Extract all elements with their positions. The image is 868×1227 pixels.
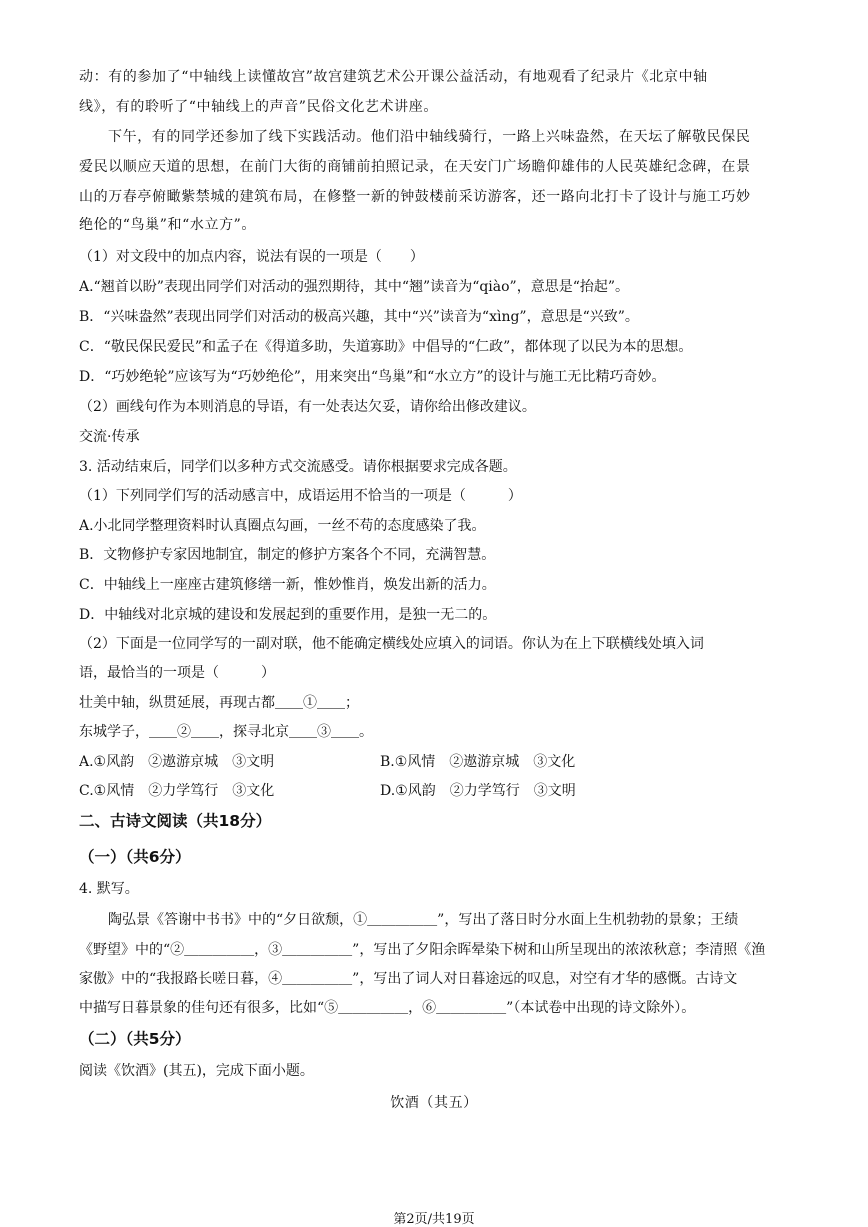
q3-part2-stem-line2: 语，最恰当的一项是（ ） xyxy=(79,665,275,681)
q3-choice-b: B.①风情 ②遨游京城 ③文化 xyxy=(380,754,576,770)
q2-part1-stem: （1）对文段中的加点内容，说法有误的一项是（ ） xyxy=(79,249,424,265)
q3-option-d: D．中轴线对北京城的建设和发展起到的重要作用，是独一无二的。 xyxy=(79,607,497,623)
q4-stem: 4. 默写。 xyxy=(79,881,139,897)
section-2-heading: 二、古诗文阅读（共18分） xyxy=(79,812,272,830)
intro-line-6: 绝伦的“鸟巢”和“水立方”。 xyxy=(79,217,257,233)
q3-stem: 3. 活动结束后，同学们以多种方式交流感受。请你根据要求完成各题。 xyxy=(79,459,517,475)
q2-part2-stem: （2）画线句作为本则消息的导语，有一处表达欠妥，请你给出修改建议。 xyxy=(79,399,536,415)
subsection-1-heading: （一）（共6分） xyxy=(79,848,191,866)
q4-line-1: 陶弘景《答谢中书书》中的“夕日欲颓，①＿＿＿＿＿”，写出了落日时分水面上生机勃勃的景象；王绩 xyxy=(108,912,739,928)
intro-line-1: 动：有的参加了“中轴线上读懂故宫”故宫建筑艺术公开课公益活动，有地观看了纪录片《北京中轴 xyxy=(79,69,708,85)
q3-choice-d: D.①风韵 ②力学笃行 ③文明 xyxy=(380,783,576,799)
q3-choice-c: C.①风情 ②力学笃行 ③文化 xyxy=(79,783,275,799)
subsection-2-heading: （二）（共5分） xyxy=(79,1030,191,1048)
q3-option-b: B．文物修护专家因地制宜，制定的修护方案各个不同，充满智慧。 xyxy=(79,547,496,563)
q3-choice-row-1 xyxy=(79,753,808,771)
page-number: 第2页/共19页 xyxy=(393,1212,475,1227)
q3-option-c: C．中轴线上一座座古建筑修缮一新，惟妙惟肖，焕发出新的活力。 xyxy=(79,577,496,593)
q3-part1-stem: （1）下列同学们写的活动感言中，成语运用不恰当的一项是（ ） xyxy=(79,488,522,504)
q3-choice-row-2 xyxy=(79,782,808,800)
q2-option-a: A.“翘首以盼”表现出同学们对活动的强烈期待，其中“翘”读音为“qiào”，意思是“抬起”。 xyxy=(79,279,630,295)
intro-line-5: 山的万春亭俯瞰紫禁城的建筑布局，在修整一新的钟鼓楼前采访游客，还一路向北打卡了设计与施工巧妙 xyxy=(79,189,751,205)
q3-option-a: A.小北同学整理资料时认真圈点勾画，一丝不苟的态度感染了我。 xyxy=(79,518,486,534)
q2-option-d: D．“巧妙绝轮”应该写为“巧妙绝伦”，用来突出“鸟巢”和“水立方”的设计与施工无比精巧奇妙。 xyxy=(79,369,666,385)
q4-line-4: 中描写日暮景象的佳句还有很多，比如“⑤＿＿＿＿＿，⑥＿＿＿＿＿”（本试卷中出现的诗文除外）。 xyxy=(79,1000,696,1016)
intro-line-2: 线》，有的聆听了“中轴线上的声音”民俗文化艺术讲座。 xyxy=(79,99,438,115)
q4-line-3: 家傲》中的“我报路长嗟日暮，④＿＿＿＿＿”，写出了词人对日暮途远的叹息，对空有才华的感慨。古诗文 xyxy=(79,971,738,987)
intro-line-4: 爱民以顺应天道的思想，在前门大街的商铺前拍照记录，在天安门广场瞻仰雄伟的人民英雄纪念碑，在景 xyxy=(79,159,751,175)
intro-line-3: 下午，有的同学还参加了线下实践活动。他们沿中轴线骑行，一路上兴味盎然，在天坛了解敬民保民 xyxy=(108,129,751,145)
q3-choice-a: A.①风韵 ②遨游京城 ③文明 xyxy=(79,754,275,770)
q2-option-c: C．“敬民保民爱民”和孟子在《得道多助，失道寡助》中倡导的“仁政”，都体现了以民为本的思想。 xyxy=(79,339,693,355)
poem-title: 饮酒（其五） xyxy=(390,1095,478,1111)
q4-line-2: 《野望》中的“②＿＿＿＿＿，③＿＿＿＿＿”，写出了夕阳余晖晕染下树和山所呈现出的浓浓秋意；李清照《渔 xyxy=(79,942,766,958)
q3-part2-stem-line1: （2）下面是一位同学写的一副对联，他不能确定横线处应填入的词语。你认为在上下联横线处填入词 xyxy=(79,636,704,652)
couplet-lower: 东城学子，＿＿②＿＿，探寻北京＿＿③＿＿。 xyxy=(79,724,373,740)
couplet-upper: 壮美中轴，纵贯延展，再现古都＿＿①＿＿； xyxy=(79,695,359,711)
q2-option-b: B．“兴味盎然”表现出同学们对活动的极高兴趣，其中“兴”读音为“xìng”，意思是“兴致”。 xyxy=(79,309,639,325)
reading-instruction: 阅读《饮酒》(其五)，完成下面小题。 xyxy=(79,1063,314,1079)
section-heading-jiaoliu: 交流·传承 xyxy=(79,429,140,445)
